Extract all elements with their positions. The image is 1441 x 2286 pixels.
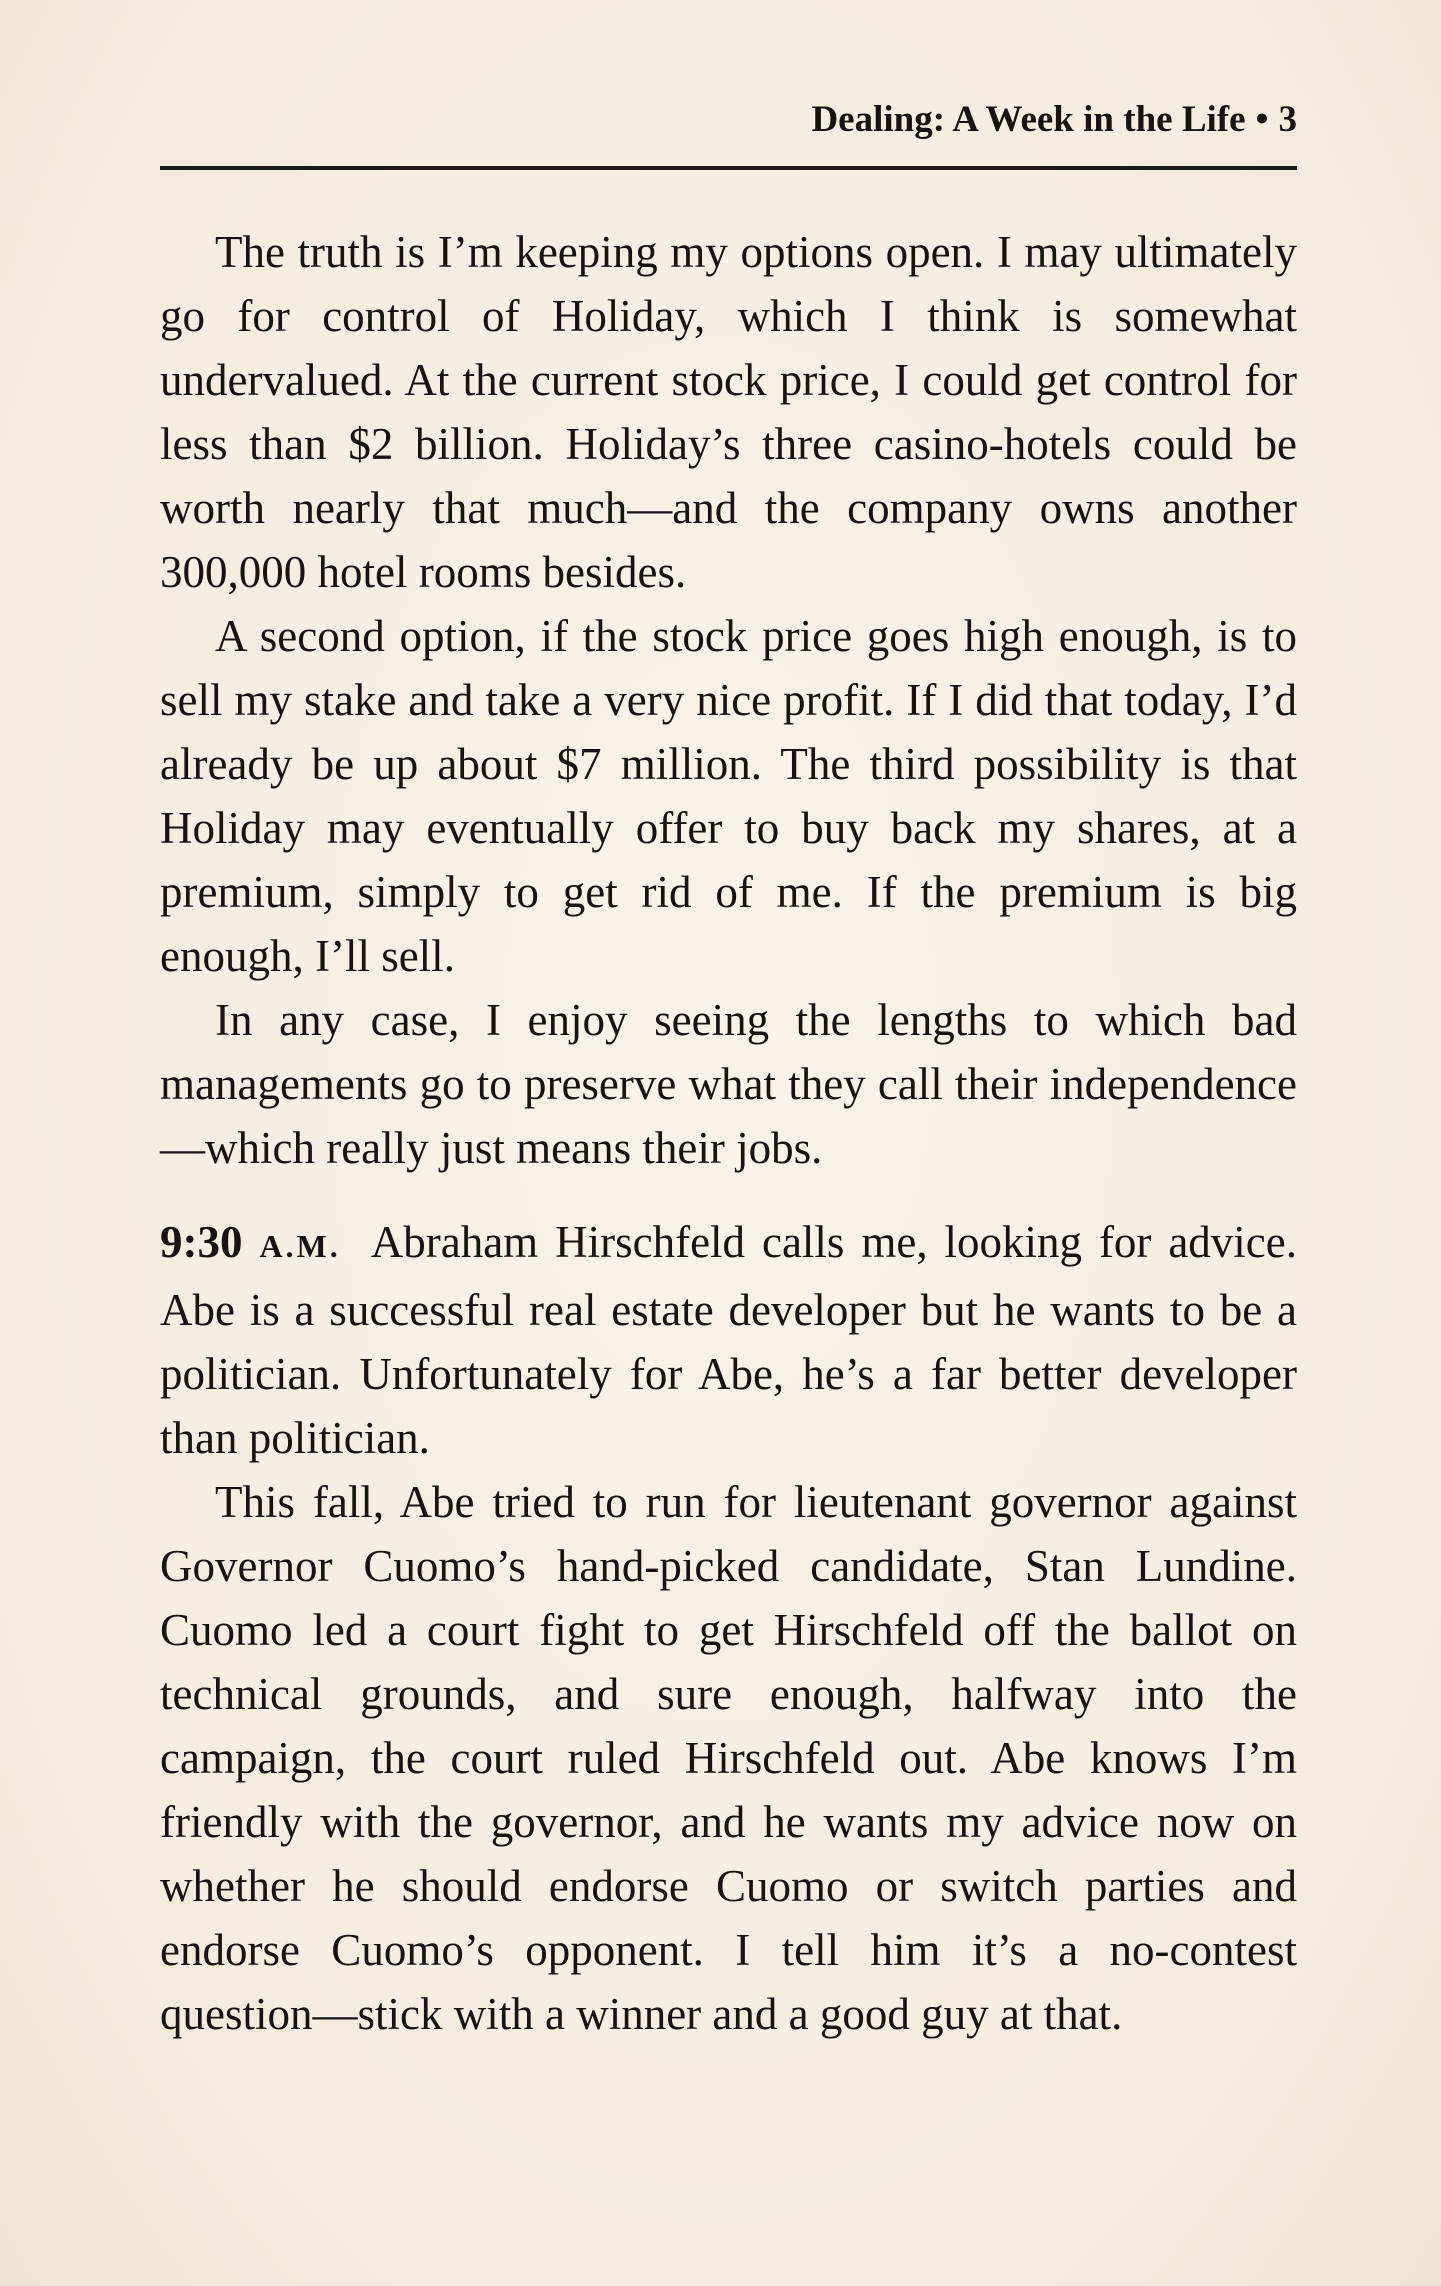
paragraph-this-fall: This fall, Abe tried to run for lieutenant governor against Governor Cuomo’s hand-picked candidate, Stan Lundine. Cuomo led a court fight to get Hirschfeld off the ballot on technical grounds, and sure enough, halfway into the campaign, the court ruled Hirschfeld out. Abe knows I’m friendly with the governor, and he wants my advice now on whether he should endorse Cuomo or switch parties and endorse Cuomo’s opponent. I tell him it’s a no-contest question—stick with a winner and a good guy at that.	[160, 1477, 1297, 2039]
entry-time-value: 9:30	[160, 1217, 243, 1267]
header-rule	[160, 166, 1297, 170]
running-head	[160, 98, 1297, 141]
header-separator: •	[1255, 99, 1269, 140]
body-text	[160, 220, 1297, 2046]
entry-time-ampm: A.M.	[259, 1228, 341, 1264]
page-number: 3	[1278, 99, 1297, 140]
paragraph-options: The truth is I’m keeping my options open. I may ultimately go for control of Holiday, which I think is somewhat undervalued. At the current stock price, I could get control for less than $2 billion. Holiday’s three casino-hotels could be worth nearly that much—and the company owns another 300,000 hotel rooms besides.	[160, 227, 1297, 597]
paragraph-any-case: In any case, I enjoy seeing the lengths to which bad managements go to preserve what they call their independence—which really just means their jobs.	[160, 995, 1297, 1173]
chapter-title: Dealing: A Week in the Life	[811, 99, 1246, 140]
diary-entry	[160, 1210, 1297, 1470]
paragraph-second-option: A second option, if the stock price goes high enough, is to sell my stake and take a very nice profit. If I did that today, I’d already be up about $7 million. The third possibility is that Holiday may eventually offer to buy back my shares, at a premium, simply to get rid of me. If the premium is big enough, I’ll sell.	[160, 611, 1297, 981]
entry-text: Abraham Hirschfeld calls me, looking for advice. Abe is a successful real estate developer but he wants to be a politician. Unfortunately for Abe, he’s a far better developer than politician.	[160, 1217, 1298, 1463]
entry-time	[160, 1217, 371, 1267]
